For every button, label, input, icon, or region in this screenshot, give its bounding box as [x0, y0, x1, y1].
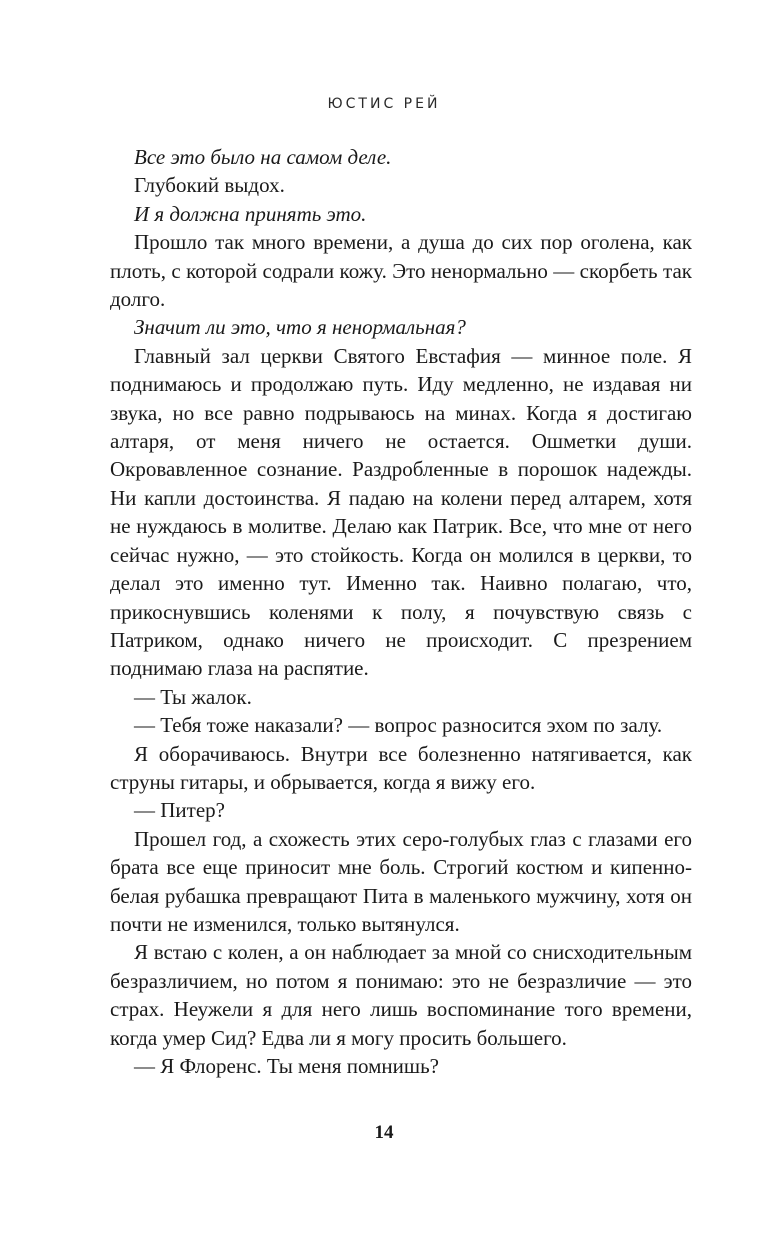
- paragraph: Прошел год, а схожесть этих серо-голубых глаз с глазами его брата все еще приносит мне боль. Строгий костюм и кипенно-белая рубашка превращают Пита в маленького мужчину, хотя он почти не изменился, только вытянулся.: [110, 826, 692, 936]
- dialogue-line: — Я Флоренс. Ты меня помнишь?: [134, 1054, 439, 1078]
- paragraph: Главный зал церкви Святого Евстафия — минное поле. Я поднимаюсь и продолжаю путь. Иду медленно, не издавая ни звука, но все равно подрываюсь на минах. Когда я достигаю алтаря, от меня ничего не остается. Ошметки души. Окровавленное сознание. Раздробленные в порошок надежды. Ни капли достоинства. Я падаю на колени перед алтарем, хотя не нуждаюсь в молитве. Делаю как Патрик. Все, что мне от него сейчас нужно, — это стойкость. Когда он молился в церкви, то делал это именно тут. Именно так. Наивно полагаю, что, прикоснувшись коленями к полу, я почувствую связь с Патриком, однако ничего не происходит. С презрением поднимаю глаза на распятие.: [110, 343, 692, 681]
- body-text: [110, 143, 692, 1080]
- paragraph: Я встаю с колен, а он наблюдает за мной со снисходительным безразличием, но потом я понимаю: это не безразличие — это страх. Неужели я для него лишь воспоминание того времени, когда умер Сид? Едва ли я могу просить большего.: [110, 940, 692, 1050]
- dialogue-line: — Питер?: [134, 798, 225, 823]
- paragraph: Все это было на самом деле.: [134, 145, 392, 169]
- page-number: 14: [374, 1122, 394, 1143]
- paragraph: Я оборачиваюсь. Внутри все болезненно натягивается, как струны гитары, и обрывается, когда я вижу его.: [110, 741, 692, 794]
- paragraph: Прошло так много времени, а душа до сих пор оголена, как плоть, с которой содрали кожу. Это ненормально — скорбеть так долго.: [110, 230, 692, 312]
- paragraph: Значит ли это, что я ненормальная?: [134, 315, 466, 340]
- dialogue-line: — Ты жалок.: [134, 684, 252, 709]
- dialogue-line: — Тебя тоже наказали? — вопрос разносится эхом по залу.: [134, 713, 663, 738]
- running-head: ЮСТИС РЕЙ: [327, 96, 441, 112]
- paragraph: Глубокий выдох.: [134, 173, 285, 198]
- paragraph: И я должна принять это.: [134, 201, 367, 226]
